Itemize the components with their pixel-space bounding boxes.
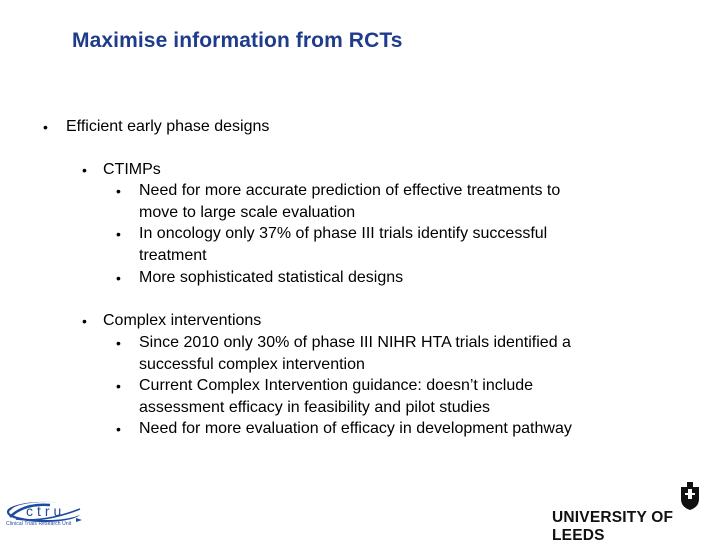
bullet-text-line: treatment (139, 247, 207, 264)
bullet-text-line: successful complex intervention (139, 356, 365, 373)
university-of-leeds-wordmark: UNIVERSITY OF LEEDS (552, 509, 674, 544)
ctru-subtitle: Clinical Trials Research Unit (6, 521, 72, 527)
bullet-marker: • (116, 335, 121, 351)
bullet-marker: • (82, 162, 87, 178)
bullet-marker: • (116, 183, 121, 199)
ctru-logo (4, 493, 114, 533)
ctru-wordmark: ctru (26, 503, 66, 519)
bullet-text-line: assessment efficacy in feasibility and pilot studies (139, 399, 490, 416)
bullet-text-line: Current Complex Intervention guidance: doesn’t include (139, 377, 534, 394)
leeds-crest-icon (677, 481, 703, 511)
bullet-ctimps: CTIMPs (103, 161, 161, 178)
bullet-marker: • (82, 313, 87, 329)
bullet-text-line: Since 2010 only 30% of phase III NIHR HTA trials identified a (139, 334, 571, 351)
bullet-complex-interventions: Complex interventions (103, 312, 262, 329)
bullet-text-line: Need for more accurate prediction of effective treatments to (139, 182, 561, 199)
bullet-text-line: Need for more evaluation of efficacy in development pathway (139, 420, 572, 437)
bullet-marker: • (43, 119, 48, 135)
bullet-text-line: More sophisticated statistical designs (139, 269, 404, 286)
bullet-marker: • (116, 378, 121, 394)
slide-title: Maximise information from RCTs (72, 29, 403, 52)
bullet-efficient-early-phase: Efficient early phase designs (66, 118, 270, 135)
bullet-text-line: In oncology only 37% of phase III trials identify successful (139, 225, 548, 242)
bullet-marker: • (116, 421, 121, 437)
bullet-marker: • (116, 226, 121, 242)
bullet-text-line: move to large scale evaluation (139, 204, 356, 221)
bullet-marker: • (116, 270, 121, 286)
